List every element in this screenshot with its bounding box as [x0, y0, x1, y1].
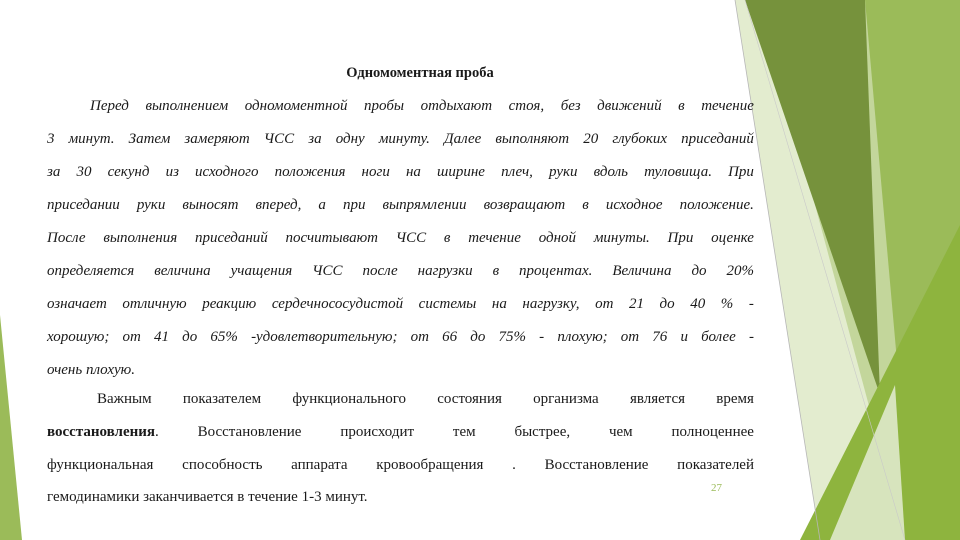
word: нагрузку,	[522, 296, 580, 312]
word: 21	[628, 296, 644, 312]
word: плохую;	[557, 329, 608, 345]
word: организма	[533, 391, 599, 407]
word: При	[667, 230, 694, 246]
word: пробы	[364, 98, 405, 114]
text-line	[47, 227, 754, 249]
word: Далее	[444, 131, 482, 147]
word: тем	[452, 424, 476, 440]
word: руки	[549, 164, 578, 180]
word: в	[582, 197, 589, 213]
word: .	[512, 457, 516, 473]
word: показателем	[182, 391, 262, 407]
word: функционального	[292, 391, 407, 407]
word: ширине	[437, 164, 485, 180]
text-line	[47, 293, 754, 315]
word: Восстановление	[544, 457, 649, 473]
slide-title: Одномоментная проба	[346, 65, 494, 81]
word: 20%	[726, 263, 754, 279]
text-line: гемодинамики заканчивается в течение 1-3 минут.	[47, 489, 368, 505]
word: возвращают	[483, 197, 566, 213]
word: После	[47, 230, 86, 246]
word: выносят	[182, 197, 239, 213]
word: при	[342, 197, 366, 213]
word: выполнения	[103, 230, 178, 246]
word: 20	[583, 131, 599, 147]
word: величина	[154, 263, 211, 279]
word: выпрямлении	[382, 197, 467, 213]
word: на	[491, 296, 507, 312]
text-line	[47, 326, 754, 348]
word: полноценнее	[671, 424, 754, 440]
word: от	[122, 329, 141, 345]
word: секунд	[107, 164, 150, 180]
word: на	[405, 164, 421, 180]
word: -	[539, 329, 545, 345]
word: вперед,	[255, 197, 302, 213]
word: Перед	[90, 98, 129, 114]
word: после	[362, 263, 398, 279]
word: движений	[597, 98, 662, 114]
text-line	[47, 421, 754, 443]
word: одну	[335, 131, 365, 147]
word: хорошую;	[47, 329, 110, 345]
word: в	[492, 263, 500, 279]
word: замеряют	[184, 131, 250, 147]
word: При	[728, 164, 754, 180]
word: Величина	[612, 263, 672, 279]
word: 66	[442, 329, 458, 345]
word: из	[165, 164, 179, 180]
word: исходное	[605, 197, 663, 213]
text-line	[47, 128, 754, 150]
word: 65%	[210, 329, 238, 345]
word: за	[308, 131, 322, 147]
word: 40	[690, 296, 706, 312]
word: Затем	[128, 131, 171, 147]
word: стоя,	[508, 98, 545, 114]
word: время	[716, 391, 754, 407]
word: одной	[538, 230, 577, 246]
word: Восстановление	[197, 424, 302, 440]
word: аппарата	[291, 457, 348, 473]
word: означает	[47, 296, 107, 312]
word: способность	[182, 457, 263, 473]
word: чем	[608, 424, 633, 440]
word: происходит	[340, 424, 415, 440]
word: от	[410, 329, 429, 345]
word: ноги	[361, 164, 390, 180]
word: посчитывают	[285, 230, 378, 246]
word: 30	[76, 164, 92, 180]
word: функциональная	[47, 457, 154, 473]
word: 75%	[498, 329, 527, 345]
word: от	[595, 296, 614, 312]
word: в	[443, 230, 451, 246]
word: более	[701, 329, 736, 345]
word: выполняют	[495, 131, 570, 147]
text-line	[97, 388, 754, 410]
word: минуты.	[593, 230, 650, 246]
word: учащения	[230, 263, 293, 279]
word: ЧСС	[312, 263, 343, 279]
word: показателей	[677, 457, 754, 473]
word: глубоких	[612, 131, 667, 147]
word: 3	[47, 131, 55, 147]
word: отличную	[122, 296, 187, 312]
word: до	[470, 329, 486, 345]
word: 76	[652, 329, 668, 345]
word: -удовлетворительную;	[251, 329, 398, 345]
word: и	[680, 329, 688, 345]
word: от	[620, 329, 640, 345]
word: -	[748, 296, 754, 312]
word: минут.	[68, 131, 115, 147]
word: %	[720, 296, 734, 312]
word: до	[182, 329, 198, 345]
word: без	[560, 98, 581, 114]
word: минуту.	[378, 131, 430, 147]
word: отдыхают	[420, 98, 493, 114]
word: течение	[468, 230, 521, 246]
word: за	[47, 164, 61, 180]
word: а	[318, 197, 326, 213]
word: кровообращения	[376, 457, 484, 473]
word: исходного	[195, 164, 259, 180]
word: -	[748, 329, 754, 345]
word: определяется	[47, 263, 135, 279]
text-line: очень плохую.	[47, 362, 136, 378]
word: приседаний	[194, 230, 268, 246]
text-line	[47, 454, 754, 476]
word: реакцию	[202, 296, 257, 312]
word: 41	[154, 329, 169, 345]
word: состояния	[437, 391, 502, 407]
word: в	[678, 98, 685, 114]
text-line	[47, 161, 754, 183]
word: вдоль	[593, 164, 628, 180]
word: приседаний	[681, 131, 754, 147]
word: плеч,	[501, 164, 533, 180]
word: приседании	[47, 197, 120, 213]
word: туловища.	[644, 164, 712, 180]
word: является	[629, 391, 686, 407]
word: ЧСС	[395, 230, 427, 246]
word: одномоментной	[244, 98, 348, 114]
left-accent-triangle	[0, 315, 22, 540]
text-line	[47, 260, 754, 282]
word: до	[659, 296, 675, 312]
word: ЧСС	[263, 131, 295, 147]
word: течение	[701, 98, 754, 114]
word: сердечнососудистой	[271, 296, 404, 312]
word: оценке	[711, 230, 754, 246]
word: выполнением	[145, 98, 229, 114]
word: процентах.	[519, 263, 593, 279]
word: положение.	[679, 197, 754, 213]
word: Важным	[97, 391, 152, 407]
recovery-term: восстановления.	[47, 424, 159, 440]
word: быстрее,	[514, 424, 571, 440]
page-number: 27	[711, 482, 722, 494]
text-line	[47, 194, 754, 216]
text-line	[90, 95, 754, 117]
word: положения	[274, 164, 346, 180]
word: нагрузки	[417, 263, 473, 279]
word: руки	[136, 197, 166, 213]
word: системы	[418, 296, 477, 312]
word: до	[691, 263, 707, 279]
